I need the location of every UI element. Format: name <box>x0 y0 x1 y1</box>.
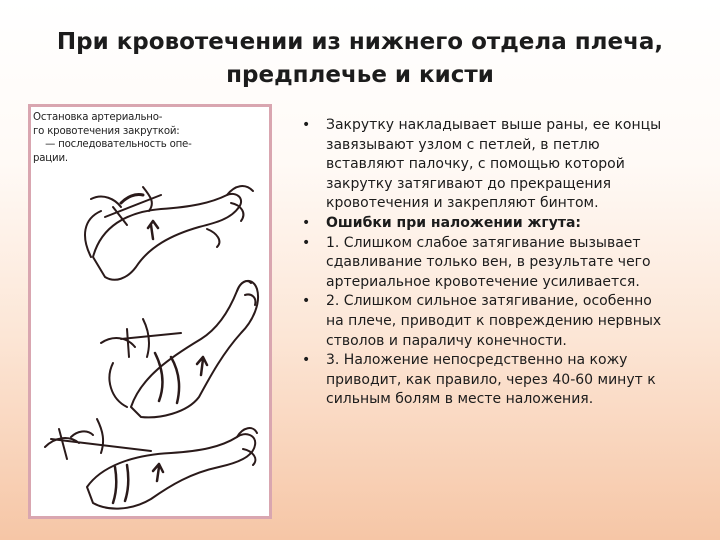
arm-drawing-2 <box>101 281 258 417</box>
bullet-marker: • <box>302 117 311 133</box>
bullet-list <box>296 116 706 410</box>
arm-drawing-3 <box>45 419 257 509</box>
list-item-text: Закрутку накладывает выше раны, ее концы завязывают узлом с петлей, в петлю вставляют палочку, с помощью которой закрутку затягивают до прекращения кровотечения и закрепляют бинтом. <box>326 117 662 212</box>
bullet-marker: • <box>302 293 311 310</box>
bullet-marker: • <box>302 352 311 369</box>
tourniquet-illustration <box>28 104 272 519</box>
list-item-text: 3. Наложение непосредственно на кожу приводит, как правило, через 40-60 минут к сильным болям в месте наложения. <box>326 352 656 408</box>
list-item <box>296 234 706 293</box>
list-item <box>296 292 706 351</box>
list-item <box>296 116 706 214</box>
list-item <box>296 214 706 234</box>
list-item-text: 1. Слишком слабое затягивание вызывает сдавливание только вен, в результате чего артериальное кровотечение усиливается. <box>326 234 651 290</box>
arm-drawings <box>31 107 269 516</box>
bullet-marker: • <box>302 214 311 231</box>
list-item-text: Ошибки при наложении жгута: <box>326 214 582 231</box>
list-item <box>296 351 706 410</box>
arm-drawing-1 <box>85 186 253 280</box>
bullet-marker: • <box>302 234 311 251</box>
title-line-1: При кровотечении из нижнего отдела плеча, <box>56 29 664 55</box>
title-line-2: предплечье и кисти <box>226 62 494 88</box>
illustration-caption: Остановка артериально- го кровотечения закруткой: — последовательность опе- рации. <box>33 112 192 164</box>
list-item-text: 2. Слишком сильное затягивание, особенно на плече, приводит к повреждению нервных стволов и параличу конечности. <box>326 293 662 349</box>
slide-title <box>40 26 680 92</box>
